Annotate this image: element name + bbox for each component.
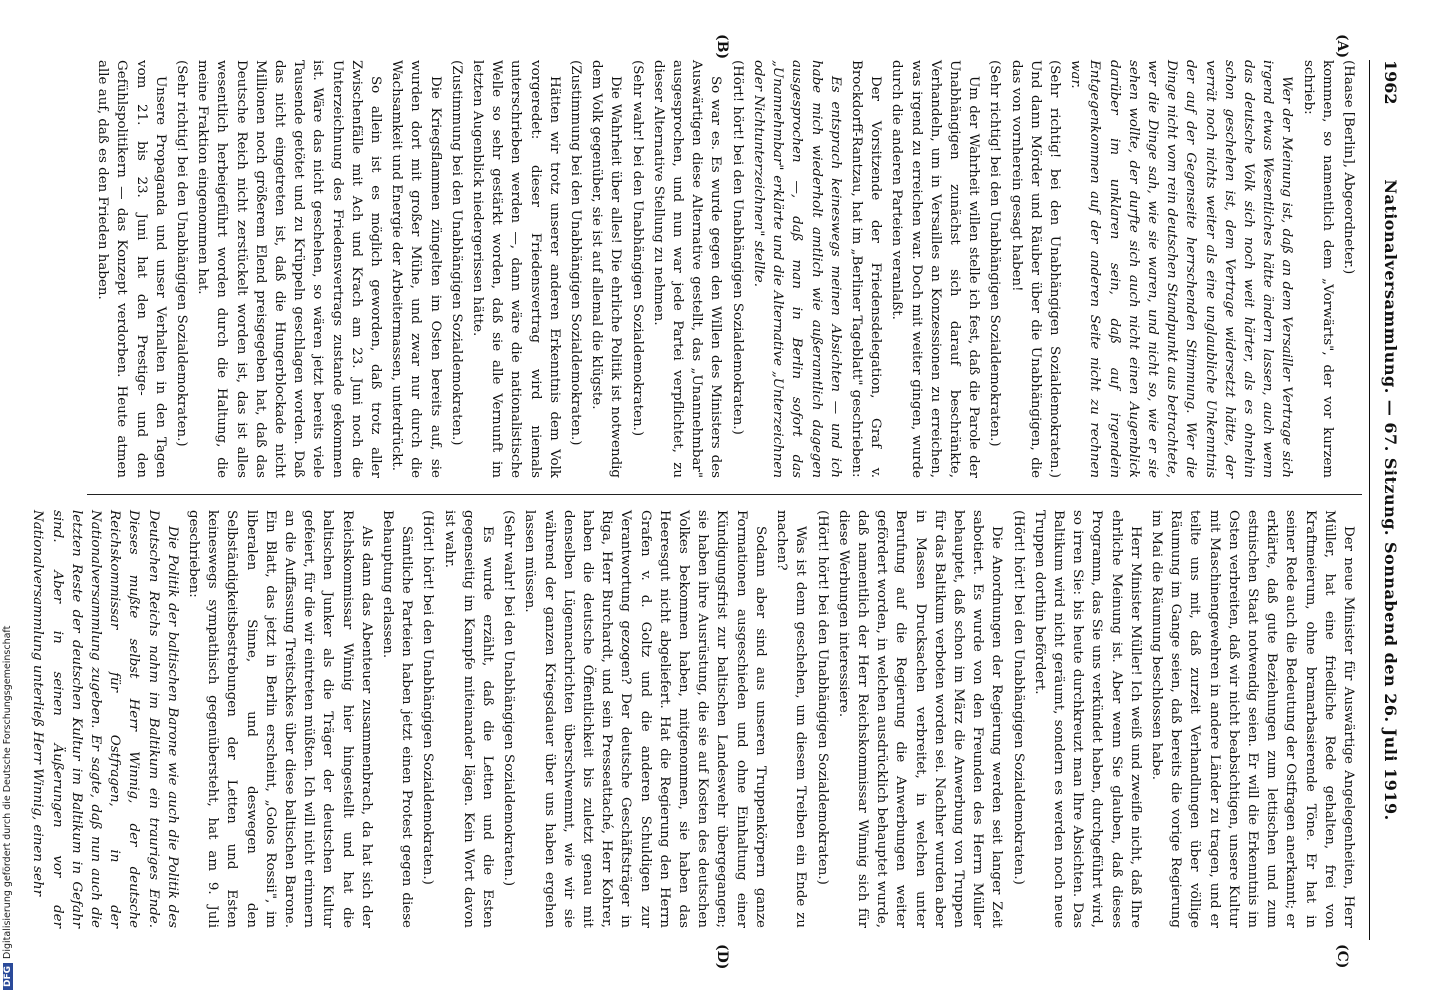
- column-divider: [87, 494, 1362, 495]
- paragraph: Die Kriegsflammen züngelten im Osten bereits auf, sie wurden dort mit großer Mühe, und zwar nur durch die Wachsamkeit und Energie der Arbeitermassen, unterdrückt.: [389, 60, 443, 478]
- paragraph: So allein ist es möglich geworden, daß trotz aller Zwischenfälle mit Ach und Krach am 23. Juni noch die Unterzeichnung des Friedensvertrags zustande gekommen ist. Wäre das nicht geschehen, so wären jetzt bereits viele Tausende getötet und zu Krüppeln geschlagen worden. Daß das nicht eingetreten ist, daß die Hungerblockade nicht Millionen noch größerem Elend preisgegeben hat, daß das Deutsche Reich nicht zerstückelt worden ist, das ist alles wesentlich herbeigeführt worden durch die Haltung, die meine Fraktion eingenommen hat.: [195, 60, 384, 478]
- paragraph: Wer der Meinung ist, daß an dem Versailler Vertrage sich irgend etwas Wesentliches hätte ändern lassen, auch wenn das deutsche Volk sich noch weit härter, als es ohnehin schon geschehen ist, dem Vertrage widersetzt hätte, der verrät noch nichts weiter als eine unglaubliche Unkenntnis der auf der Gegenseite herrschenden Stimmung. Wer die Dinge nicht vom rein deutschen Standpunkt aus betrachtete, wer die Dinge sah, wie sie waren, und nicht so, wie er sie sehen wollte, der durfte sich auch nicht einen Augenblick darüber im unklaren sein, daß auf irgendein Entgegenkommen auf der anderen Seite nicht zu rechnen war.: [1068, 60, 1295, 478]
- paragraph: Hätten wir trotz unserer anderen Erkenntnis dem Volk vorgeredet: dieser Friedensvertrag wird niemals unterschrieben werden —, dann wäre die nationalistische Welle so sehr gestärkt worden, daß sie alle Vernunft im letzten Augenblick niedergerissen hätte.: [470, 60, 562, 478]
- paragraph: Es entsprach keineswegs meinen Absichten — und ich habe mich wiederholt amtlich wie außeramtlich dagegen ausgesprochen —, daß man in Berlin sofort das „Unannehmbar" erklärte und die Alternative „Unterzeichnen oder Nichtunterzeichnen" stellte.: [750, 60, 843, 478]
- paragraph: Sämtliche Parteien haben jetzt einen Protest gegen diese Behauptung erlassen.: [380, 510, 415, 928]
- paragraph: Sodann aber sind aus unseren Truppenkörpern ganze Formationen ausgeschieden und ohne Einhaltung einer Kündigungsfrist zur baltischen Landeswehr übergegangen; sie haben ihre Ausrüstung, die sie auf Kosten des deutschen Volkes bekommen haben, mitgenommen, sie haben das Heeresgut nicht abgeliefert. Hat die Regierung den Herrn Grafen v. d. Goltz und die anderen Schuldigen zur Verantwortung gezogen? Der deutsche Geschäftsträger in Riga, Herr Burchardt, und sein Presseattaché, Herr Kohrer, haben die deutsche Öffentlichkeit bis zuletzt genau mit denselben Lügennachrichten überschwemmt, wie wir sie während der ganzen Kriegsdauer über uns haben ergehen lassen müssen.: [522, 510, 768, 928]
- paragraph: (Zustimmung bei den Unabhängigen Sozialdemokraten.): [448, 60, 464, 446]
- paragraph: Unsere Propaganda und unser Verhalten in den Tagen vom 21. bis 23. Juni hat den Prestige- und den Gefühlspolitikern — das Konzept verdorben. Heute atmen alle auf, daß es den Frieden haben.: [95, 60, 168, 478]
- left-text-column: [88, 60, 1358, 478]
- rotated-page: [30, 34, 1410, 970]
- dfg-logo: DFG: [3, 963, 13, 990]
- margin-marker-d: (D): [714, 944, 730, 970]
- paragraph: (Sehr wahr! bei den Unabhängigen Sozialdemokraten.): [629, 60, 645, 437]
- paragraph: (Sehr richtig! bei den Unabhängigen Sozialdemokraten.) Und dann Mörder und Räuber über die Unabhängigen, die das von vornherein gesagt haben!: [1008, 60, 1062, 478]
- paragraph: (Sehr wahr! bei den Unabhängigen Sozialdemokraten.): [501, 510, 517, 887]
- page-number: 1962: [1381, 60, 1400, 105]
- paragraph: (Hört! hört! bei den Unabhängigen Sozialdemokraten.): [1010, 510, 1026, 885]
- margin-marker-a: (A): [1334, 34, 1350, 59]
- page-header: [1369, 60, 1410, 940]
- paragraph: (Haase [Berlin], Abgeordneter.): [1341, 60, 1356, 275]
- paragraph: (Hört! hört! bei den Unabhängigen Sozialdemokraten.): [420, 510, 436, 885]
- digitization-credit: [2, 626, 13, 990]
- paragraph: Der neue Minister für Auswärtige Angelegenheiten, Herr Müller, hat eine friedliche Rede gehalten, frei von Kraftmeierum, ohne bramarbasierende Töne. Er hat in seiner Rede auch die Bedeutung der Ostfragen anerkannt; er erklärte, daß gute Beziehungen zum lettischen und zum estnischen Staat notwendig seien. Er will die Erkenntnis im Osten verbreiten, daß wir nicht beabsichtigen, unsere Kultur mit Maschinengewehren in andere Länder zu tragen, und er teilte uns mit, daß zurzeit Verhandlungen über völlige Räumung im Gange seien, daß bereits die vorige Regierung im Mai die Räumung beschlossen habe.: [1148, 510, 1356, 928]
- paragraph: (Hört! hört! bei den Unabhängigen Sozialdemokraten.): [814, 510, 830, 885]
- paragraph: Herr Minister Müller! Ich weiß und zweifle nicht, daß Ihre ehrliche Meinung ist. Aber wenn Sie glauben, daß dieses Programm, das Sie uns verkündet haben, durchgeführt wird, so irren Sie: bis heute durchkreuzt man Ihre Absichten. Das Baltikum wird nicht geräumt, sondern es werden noch neue Truppen dorthin befördert.: [1031, 510, 1143, 928]
- paragraph: Die Wahrheit über alles! Die ehrliche Politik ist notwendig dem Volk gegenüber, sie ist auf allemal die klügste.: [589, 60, 624, 478]
- paragraph: Als dann das Abenteuer zusammenbrach, da hat sich der Reichskommissar Winnig hier hingestellt und hat die baltischen Junker als die Träger der deutschen Kultur gefeiert, für die wir eintreten müßten. Ich will nicht erinnern an die Auffassung Treitschkes über diese baltischen Barone. Ein Blatt, das jetzt in Berlin erscheint, „Golos Rossii", im liberalen Sinne, und deswegen den Selbständigkeitsbestrebungen der Letten und Esten keineswegs sympathisch gegenübersteht, hat am 9. Juli geschrieben:: [186, 510, 374, 928]
- paragraph: Es wurde erzählt, daß die Letten und die Esten gegenseitig im Kampfe miteinander lägen. Kein Wort davon ist wahr.: [441, 510, 496, 928]
- paragraph: So war es. Es wurde gegen den Willen des Ministers des Auswärtigen diese Alternative gestellt, das „Unannehmbar" ausgesprochen, und nun war jede Partei verpflichtet, zu dieser Alternative Stellung zu nehmen.: [650, 60, 724, 478]
- paragraph: kommen, so namentlich dem „Vorwärts", der vor kurzem schrieb:: [1300, 60, 1335, 478]
- margin-marker-c: (C): [1334, 944, 1350, 969]
- right-text-column: [30, 510, 1358, 928]
- paragraph: Die Anordnungen der Regierung werden seit langer Zeit sabotiert. Es wurde von den Freunden des Herrn Müller behauptet, daß schon im März die Anwerbung von Truppen für das Baltikum verboten worden sei. Nachher wurden aber in Massen Drucksachen verbreitet, in welchen unter Berufung auf die Regierung die Anwerbungen weiter gefördert worden, in welchen ausdrücklich behauptet wurde, daß namentlich der Herr Reichskommissar Winnig sich für diese Werbungen interessiere.: [835, 510, 1005, 928]
- paragraph: Um der Wahrheit willen stelle ich fest, daß die Parole der Unabhängigen zunächst sich darauf beschränkte, Verhandeln, um in Versailles an Konzessionen zu erreichen, was irgend zu erreichen war. Doch mit weiter gingen, wurde durch die anderen Parteien veranlaßt.: [889, 60, 982, 478]
- paragraph: Die Politik der baltischen Barone wie auch die Politik des Deutschen Reichs nahm im Baltikum ein trauriges Ende. Dieses mußte selbst Herr Winnig, der deutsche Reichskommissar für Ostfragen, in der Nationalversammlung zugeben. Er sagte, daß nun auch die letzten Reste der deutschen Kultur im Baltikum in Gefahr sind. Aber in seinen Äußerungen vor der Nationalversammlung unterließ Herr Winnig, einen sehr: [30, 510, 180, 928]
- credit-text: Digitalisierung gefördert durch die Deutsche Forschungsgemeinschaft: [2, 625, 13, 959]
- paragraph: (Hört! hört! bei den Unabhängigen Sozialdemokraten.): [729, 60, 745, 435]
- paragraph: Der Vorsitzende der Friedensdelegation, Graf v. Brockdorff-Rantzau, hat im „Berliner Tageblatt" geschrieben:: [848, 60, 884, 478]
- paragraph: (Sehr richtig! bei den Unabhängigen Sozialdemokraten.): [987, 60, 1003, 447]
- paragraph: (Sehr richtig! bei den Unabhängigen Sozialdemokraten.): [174, 60, 190, 447]
- running-title: Nationalversammlung. — 67. Sitzung. Sonnabend den 26. Juli 1919.: [1381, 179, 1400, 821]
- paragraph: (Zustimmung bei den Unabhängigen Sozialdemokraten.): [568, 60, 584, 446]
- paragraph: Was ist denn geschehen, um diesem Treiben ein Ende zu machen?: [774, 510, 809, 928]
- margin-marker-b: (B): [714, 34, 730, 60]
